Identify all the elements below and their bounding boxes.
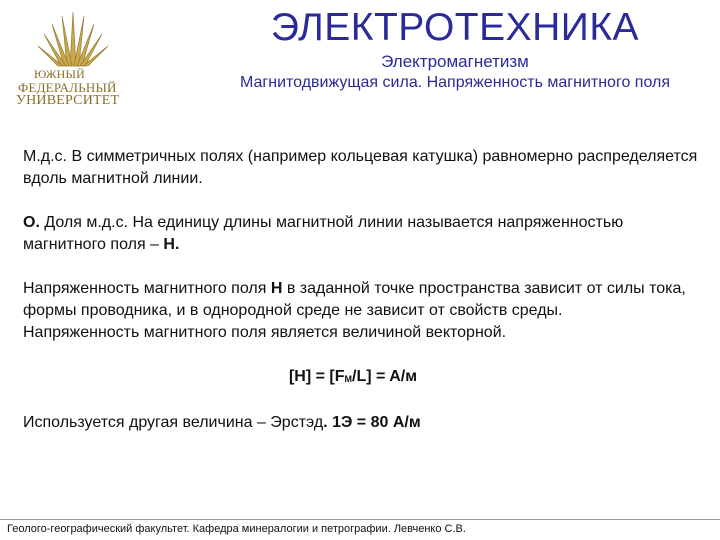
spacer [23, 256, 703, 278]
logo-line-2: ФЕДЕРАЛЬНЫЙ [18, 80, 117, 95]
university-logo [12, 10, 162, 110]
logo-line-1: ЮЖНЫЙ [34, 67, 86, 81]
spacer [23, 190, 703, 212]
sunburst-emblem-icon [34, 10, 112, 68]
footer-credit: Геолого-географический факультет. Кафедра минералогии и петрографии. Левченко С.В. [7, 523, 466, 535]
oersted-value: . 1Э = 80 А/м [323, 414, 421, 431]
dependence-symbol: Н [270, 280, 283, 297]
definition-text: Доля м.д.с. На единицу длины магнитной линии называется напряженностью магнитного поля – [23, 214, 624, 253]
logo-wordmark [16, 68, 119, 107]
spacer [23, 344, 703, 366]
slide-topic: Магнитодвижущая сила. Напряженность магнитного поля [240, 74, 670, 91]
logo-line-3: УНИВЕРСИТЕТ [16, 93, 120, 108]
paragraph-dependence [23, 278, 703, 322]
dependence-text-a: Напряженность магнитного поля [23, 280, 271, 297]
dependence-text-b: в заданной точке пространства зависит от силы тока, формы проводника, и в однородной среде не зависит от свойств среды. [23, 280, 686, 319]
slide-title: ЭЛЕКТРОТЕХНИКА [270, 6, 640, 49]
spacer [23, 390, 703, 412]
definition-symbol: Н. [163, 236, 180, 253]
formula-part-b: /L] = A/м [352, 368, 418, 385]
formula-part-a: [H] = [F [288, 368, 345, 385]
slide-subtitle: Электромагнетизм [381, 52, 529, 71]
units-formula [23, 366, 703, 390]
definition-marker: О. [23, 214, 40, 231]
paragraph-definition [23, 212, 703, 256]
oersted-text: Используется другая величина – Эрстэд [23, 414, 324, 431]
formula-subscript: M [344, 374, 352, 384]
paragraph-oersted [23, 412, 703, 434]
paragraph-vector: Напряженность магнитного поля является величиной векторной. [23, 324, 507, 341]
paragraph-mmf: М.д.с. В симметричных полях (например кольцевая катушка) равномерно распределяется вдоль магнитной линии. [23, 148, 698, 187]
footer-divider [0, 519, 720, 520]
slide-body [23, 146, 703, 434]
